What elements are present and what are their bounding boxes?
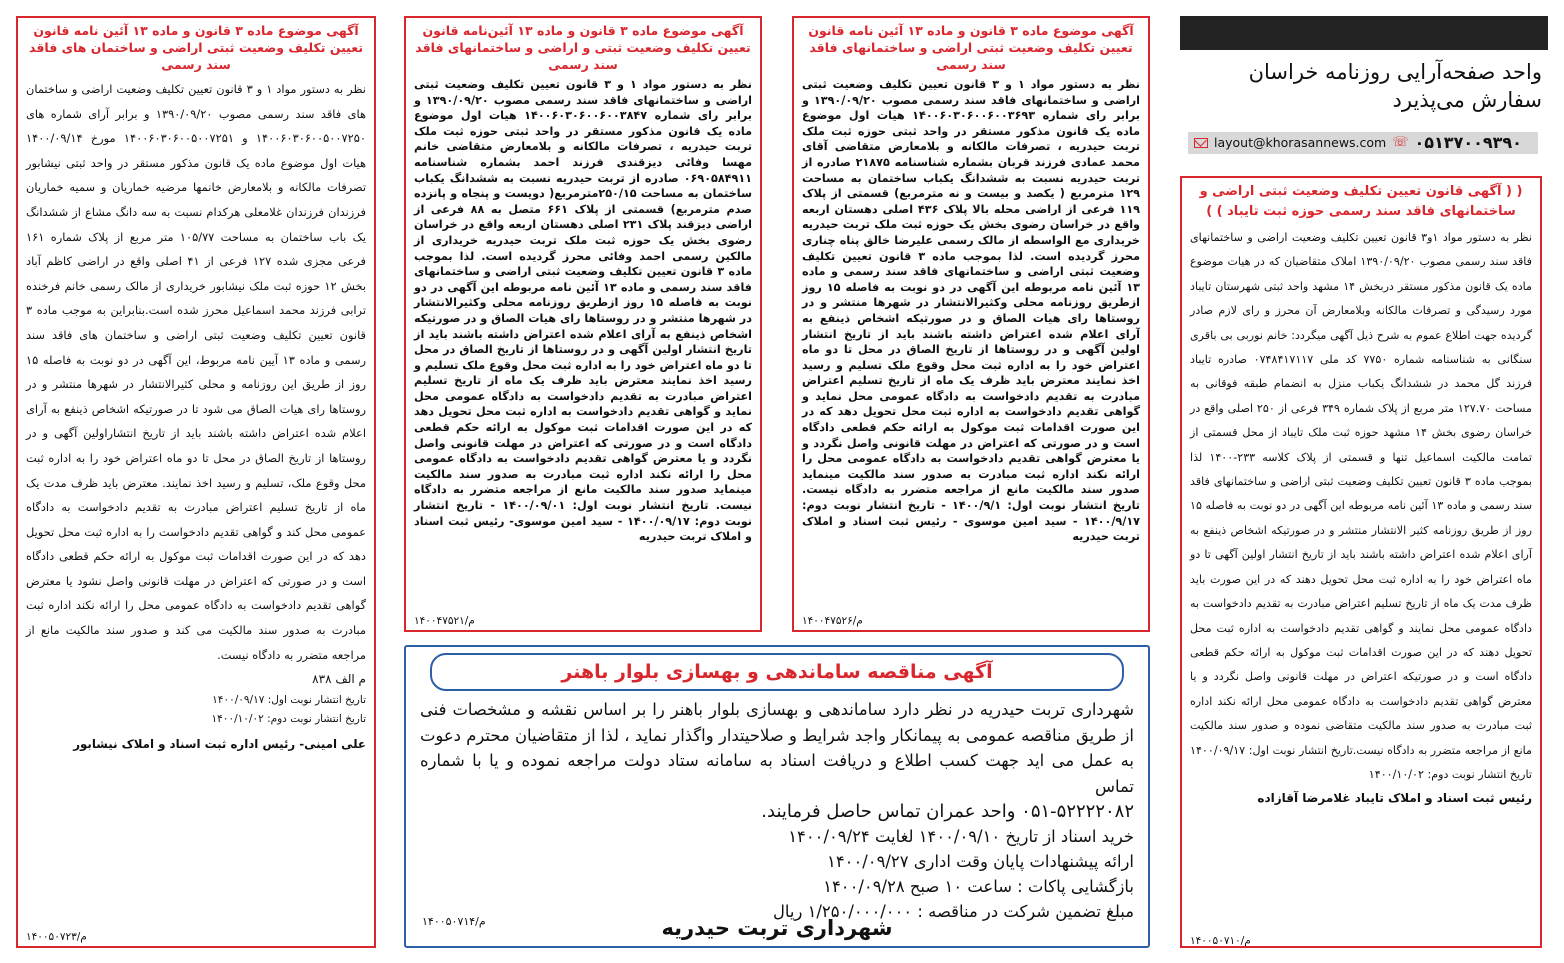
ad-neyshabur-code: ۱۴۰۰۵۰۷۲۳/م [26, 931, 87, 943]
ad-torbat-emadi-title: آگهی موضوع ماده ۳ قانون و ماده ۱۳ آئین نامه قانون تعیین تکلیف وضعیت ثبتی اراضی و ساختمانهای فاقد سند رسمی [808, 23, 1134, 72]
tender-guarantee: مبلغ تضمین شرکت در مناقصه : ۱/۲۵۰/۰۰۰/۰۰۰ ریال [773, 902, 1134, 922]
ad-torbat-vafaei-body: نظر به دستور مواد ۱ و ۳ قانون تعیین تکلیف وضعیت ثبتی اراضی و ساختمانهای فاقد سند رسمی مصوب ۱۳۹۰/۰۹/۲۰ و برابر رای شماره ۱۴۰۰۶۰۳۰۶۰۰۶۰۰۳۸۴۷ هیات اول موضوع ماده یک قانون مذکور مستقر در واحد ثبتی حوزه ثبت ملک تربت حیدریه ، تصرفات مالکانه و بلامعارض متقاضی خانم مهسا وفائی دیزقندی فرزند احمد بشماره شناسنامه ۰۶۹۰۵۸۴۹۱۱ صادره از تربت حیدریه نسبت به ششدانگ یکباب ساختمان به مساحت ۲۵۰/۱۵مترمربع( دویست و پنجاه و پانزده صدم مترمربع) قسمتی از پلاک ۶۶۱ متصل به ۸۸ فرعی از اراضی دیزقند پلاک ۲۳۱ اصلی دهستان اربعه واقع در خراسان رضوی بخش یک حوزه ثبت ملک تربت حیدریه خریداری از مالکین رسمی احمد وفائی محرز گردیده است. لذا بموجب ماده ۳ قانون تعیین تکلیف وضعیت ثبتی اراضی و ساختمانهای فاقد سند رسمی و ماده ۱۳ آئین نامه مربوطه این آگهی در دو نوبت به فاصله ۱۵ روز ازطریق روزنامه محلی وکثیرالانتشار در شهرها منتشر و در روستاها رای هیات الصاق و در صورتیکه اشخاص ذینفع به آرای اعلام شده اعتراض داشته باشند باید از تاریخ انتشار اولین آگهی و در روستاها از تاریخ الصاق در محل تا دو ماه اعتراض خود را به اداره ثبت محل وقوع ملک تسلیم و رسید اخذ نمایند معترض باید ظرف یک ماه از تاریخ تسلیم اعتراض مبادرت به تقدیم دادخواست به دادگاه عمومی محل نماید و گواهی تقدیم دادخواست به اداره ثبت محل تحویل دهد که در این صورت اقدامات ثبت موکول به ارائه حکم قطعی دادگاه است و در صورتی که اعتراض در مهلت قانونی واصل نگردد و یا معترض گواهی تقدیم دادخواست به دادگاه عمومی محل را ارائه نکند اداره ثبت مبادرت به صدور سند مالکیت مینماید صدور سند مالکیت مانع از مراجعه متضرر به دادگاه نیست. تاریخ انتشار نوبت اول: ۱۴۰۰/۰۹/۰۱ - تاریخ انتشار نوبت دوم: ۱۴۰۰/۰۹/۱۷ - سید امین موسوی- رئیس ثبت اسناد و املاک تربت حیدریه [413, 78, 753, 544]
ad-neyshabur-title: آگهی موضوع ماده ۳ قانون و ماده ۱۳ آئین نامه قانون تعیین تکلیف وضعیت ثبتی اراضی و ساختمان های فاقد سند رسمی [28, 23, 364, 72]
ad-neyshabur-signature: علی امینی- رئیس اداره ثبت اسناد و املاک نیشابور [73, 737, 366, 752]
tender-opening: بازگشایی پاکات : ساعت ۱۰ صبح ۱۴۰۰/۰۹/۲۸ [823, 877, 1134, 897]
ad-neyshabur-date2: تاریخ انتشار نوبت دوم: ۱۴۰۰/۱۰/۰۲ [211, 713, 366, 726]
tender-doc-purchase: خرید اسناد از تاریخ ۱۴۰۰/۰۹/۱۰ لغایت ۱۴۰۰/۰۹/۲۴ [788, 827, 1134, 847]
ad-neyshabur [16, 16, 376, 948]
contact-email[interactable]: layout@khorasannews.com [1214, 135, 1387, 150]
ad-neyshabur-date1: تاریخ انتشار نوبت اول: ۱۴۰۰/۰۹/۱۷ [212, 694, 366, 707]
tender-phone: ۰۵۱-۵۲۲۲۲۰۸۲ واحد عمران تماس حاصل فرمایند. [761, 801, 1134, 823]
tender-proposal-deadline: ارائه پیشنهادات پایان وقت اداری ۱۴۰۰/۰۹/۲۷ [827, 852, 1134, 872]
ad-torbat-vafaei-code: ۱۴۰۰۴۷۵۲۱/م [414, 615, 475, 627]
envelope-icon [1194, 138, 1208, 148]
ad-neyshabur-ref: م الف ۸۳۸ [312, 672, 366, 687]
phone-icon: ☏ [1392, 135, 1409, 150]
layout-service-line2: سفارش می‌پذیرد [1392, 88, 1542, 112]
ad-taybad-body: نظر به دستور مواد ۱و۳ قانون تعیین تکلیف وضعیت اراضی و ساختمانهای فاقد سند رسمی مصوب ۱۳۹۰/۰۹/۲۰ املاک متقاضیان که در هیات موضوع ماده یک قانون مذکور مستقر دربخش ۱۴ مشهد واحد ثبتی شهرستان تایباد مورد رسیدگی و تصرفات مالکانه وبلامعارض آن محرز و رای لازم صادر گردیده جهت اطلاع عموم به شرح ذیل آگهی میگردد: خانم نوربی بی باقری سنگانی به شناسنامه شماره ۷۷۵۰ کد ملی ۰۷۴۸۴۱۷۱۱۷ صادره تایباد فرزند گل محمد در ششدانگ یکباب منزل به انضمام طبقه فوقانی به مساحت ۱۲۷.۷۰ متر مربع از پلاک شماره ۳۴۹ فرعی از ۲۵۰ اصلی واقع در خراسان رضوی بخش ۱۴ مشهد حوزه ثبت ملک تایباد از محل قسمتی از تمامت مالکیت اسماعیل تنها و قسمتی از پلاک کلاسه ۲۳۳-۱۴۰۰ لذا بموجب ماده ۳ قانون تعیین تکلیف وضعیت ثبتی اراضی و ساختمانهای فاقد سند رسمی و ماده ۱۳ آئین نامه مربوطه این آگهی در دو نوبت به فاصله ۱۵ روز از طریق روزنامه کثیر الانتشار منتشر و در صورتیکه اشخاص ذینفع به آرای اعلام شده اعتراض داشته باشند باید از تاریخ انتشار اولین آگهی تا دو ماه اعتراض خود را به اداره ثبت محل تحویل دهند که در این صورت باید ظرف مدت یک ماه از تاریخ تسلیم اعتراض مبادرت به تقدیم دادخواست به دادگاه عمومی محل نمایند و گواهی تقدیم دادخواست به اداره ثبت محل تحویل دهند که در این صورت اقدامات ثبت موکول به ارائه حکم قطعی دادگاه است و در صورتیکه اعتراض در مهلت قانونی واصل نگردد و یا معترض گواهی تقدیم دادخواست به دادگاه عمومی محل ارائه نکند اداره ثبت مبادرت به صدور سند مالکیت متقاضی نموده و صدور سند مالکیت مانع از مراجعه متضرر به دادگاه نیست.تاریخ انتشار نوبت اول: ۱۴۰۰/۰۹/۱۷ تاریخ انتشار نوبت دوم: ۱۴۰۰/۱۰/۰۲ [1190, 231, 1533, 781]
tender-code: ۱۴۰۰۵۰۷۱۴/م [422, 915, 486, 928]
tender-ad [404, 645, 1150, 948]
layout-service-notice [1180, 58, 1542, 114]
tender-footer: شهرداری تربت حیدریه [661, 916, 893, 940]
layout-service-line1: واحد صفحه‌آرایی روزنامه خراسان [1248, 60, 1542, 84]
ad-taybad-signature: رئیس ثبت اسناد و املاک تایباد غلامرضا آقازاده [1257, 791, 1532, 806]
tender-title: آگهی مناقصه ساماندهی و بهسازی بلوار باهنر [561, 661, 993, 683]
ad-taybad-code: ۱۴۰۰۵۰۷۱۰/م [1190, 935, 1251, 947]
contact-phone[interactable]: ۰۵۱۳۷۰۰۹۳۹۰ [1414, 133, 1522, 152]
tender-title-frame [430, 653, 1124, 691]
ad-torbat-emadi-code: ۱۴۰۰۴۷۵۲۶/م [802, 615, 863, 627]
contact-strip [1188, 132, 1538, 154]
ad-neyshabur-body: نظر به دستور مواد ۱ و ۳ قانون تعیین تکلیف وضعیت اراضی و ساختمان های فاقد سند رسمی مصوب ۱۳۹۰/۰۹/۲۰ و برابر آرای شماره های ۱۴۰۰۶۰۳۰۶۰۰۵۰۰۷۲۵۰ و ۱۴۰۰۶۰۳۰۶۰۰۵۰۰۷۲۵۱ مورخ ۱۴۰۰/۰۹/۱۴ هیات اول موضوع ماده یک قانون مذکور مستقر در واحد ثبتی نیشابور تصرفات مالکانه و بلامعارض خانمها مرضیه خماریان و سمیه خماریان فرزندان فرزندان غلامعلی هرکدام نسبت به سه دانگ مشاع از ششدانگ یک باب ساختمان به مساحت ۱۰۵/۷۷ متر مربع از پلاک شماره ۱۶۱ فرعی مجزی شده ۱۲۷ فرعی از ۴۱ اصلی واقع در اراضی کاظم آباد بخش ۱۲ حوزه ثبت ملک نیشابور خریداری از مالک رسمی خانم فرخنده ترابی فرزند محمد اسماعیل محرز شده است.بنابراین به موجب ماده ۳ قانون تعیین تکلیف وضعیت ثبتی اراضی و ساختمان های فاقد سند رسمی و ماده ۱۳ آیین نامه مربوط، این آگهی در دو نوبت به فاصله ۱۵ روز از طریق این روزنامه و محلی کثیرالانتشار در شهرها منتشر و در روستاها رای هیات الصاق می شود تا در صورتیکه اشخاص ذینفع به آرای اعلام شده اعتراض داشته باشند باید از تاریخ انتشاراولین آگهی و در روستاها از تاریخ الصاق در محل تا دو ماه اعتراض خود را به اداره ثبت محل وقوع ملک، تسلیم و رسید اخذ نمایند. معترض باید ظرف مدت یک ماه از تاریخ تسلیم اعتراض مبادرت به تقدیم دادخواست به دادگاه عمومی محل کند و گواهی تقدیم دادخواست را به اداره ثبت محل تحویل دهد که در این صورت اقدامات ثبت موکول به ارائه حکم قطعی دادگاه است و در صورتی که اعتراض در مهلت قانونی واصل نشود یا معترض گواهی تقدیم دادخواست به دادگاه عمومی محل را ارائه نکند اداره ثبت مبادرت به صدور سند مالکیت می کند و صدور سند مالکیت مانع از مراجعه متضرر به دادگاه نیست. [26, 82, 367, 662]
header-dark-bar [1180, 16, 1548, 50]
ad-taybad [1180, 176, 1542, 948]
ad-torbat-emadi-body: نظر به دستور مواد ۱ و ۳ قانون تعیین تکلیف وضعیت ثبتی اراضی و ساختمانهای فاقد سند رسمی مصوب ۱۳۹۰/۰۹/۲۰ و برابر رای شماره ۱۴۰۰۶۰۳۰۶۰۰۶۰۰۳۶۹۳ هیات اول موضوع ماده یک قانون مذکور مستقر در واحد ثبتی حوزه ثبت ملک تربت حیدریه ، تصرفات مالکانه و بلامعارض متقاضی آقای محمد عمادی فرزند قربان بشماره شناسنامه ۲۱۸۷۵ صادره از تربت حیدریه نسبت به ششدانگ یکباب ساختمان به مساحت ۱۲۹ مترمربع ( یکصد و بیست و نه مترمربع) قسمتی از پلاک ۱۱۹ فرعی از اراضی محله بالا پلاک ۴۳۶ اصلی دهستان اربعه واقع در خراسان رضوی بخش یک حوزه ثبت ملک تربت حیدریه خریداری مع الواسطه از مالک رسمی علیرضا خالق پناه چناری محرز گردیده است. لذا بموجب ماده ۳ قانون تعیین تکلیف وضعیت ثبتی اراضی و ساختمانهای فاقد سند رسمی و ماده ۱۳ آئین نامه مربوطه این آگهی در دو نوبت به فاصله ۱۵ روز ازطریق روزنامه محلی وکثیرالانتشار در شهرها منتشر و در روستاها رای هیات الصاق و در صورتیکه اشخاص ذینفع به آرای اعلام شده اعتراض داشته باشند باید از تاریخ انتشار اولین آگهی و در روستاها از تاریخ الصاق در محل تا دو ماه اعتراض خود را به اداره ثبت محل وقوع ملک تسلیم و رسید اخذ نمایند معترض باید ظرف یک ماه از تاریخ تسلیم اعتراض مبادرت به تقدیم دادخواست به دادگاه عمومی محل نماید و گواهی تقدیم دادخواست به اداره ثبت محل تحویل دهد که در این صورت اقدامات ثبت موکول به ارائه حکم قطعی دادگاه است و در صورتی که اعتراض در مهلت قانونی واصل نگردد و یا معترض گواهی تقدیم دادخواست به دادگاه عمومی محل را ارائه نکند اداره ثبت مبادرت به صدور سند مالکیت مینماید صدور سند مالکیت مانع از مراجعه متضرر به دادگاه نیست. تاریخ انتشار نوبت اول: ۱۴۰۰/۹/۱ - تاریخ انتشار نوبت دوم: ۱۴۰۰/۹/۱۷ - سید امین موسوی - رئیس ثبت اسناد و املاک تربت حیدریه [802, 78, 1141, 544]
ad-torbat-emadi [792, 16, 1150, 632]
ad-torbat-vafaei [404, 16, 762, 632]
ad-taybad-title: ( ( آگهی قانون تعیین تکلیف وضعیت ثبتی اراضی و ساختمانهای فاقد سند رسمی حوزه ثبت تایباد ) ) [1199, 184, 1523, 219]
tender-body: شهرداری تربت حیدریه در نظر دارد ساماندهی و بهسازی بلوار باهنر را بر اساس نقشه و مشخصات فنی از طریق مناقصه عمومی به پیمانکار واجد شرایط و صلاحیتدار واگذار نماید ، لذا از متقاضیان محترم دعوت به عمل می اید جهت کسب اطلاع و دریافت اسناد به سامانه ستاد دولت مراجعه نموده و یا با شماره تماس [420, 700, 1134, 796]
ad-torbat-vafaei-title: آگهی موضوع ماده ۳ قانون و ماده ۱۳ آئین‌نامه قانون تعیین تکلیف وضعیت ثبتی و اراضی و ساختمانهای فاقد سند رسمی [415, 23, 751, 72]
